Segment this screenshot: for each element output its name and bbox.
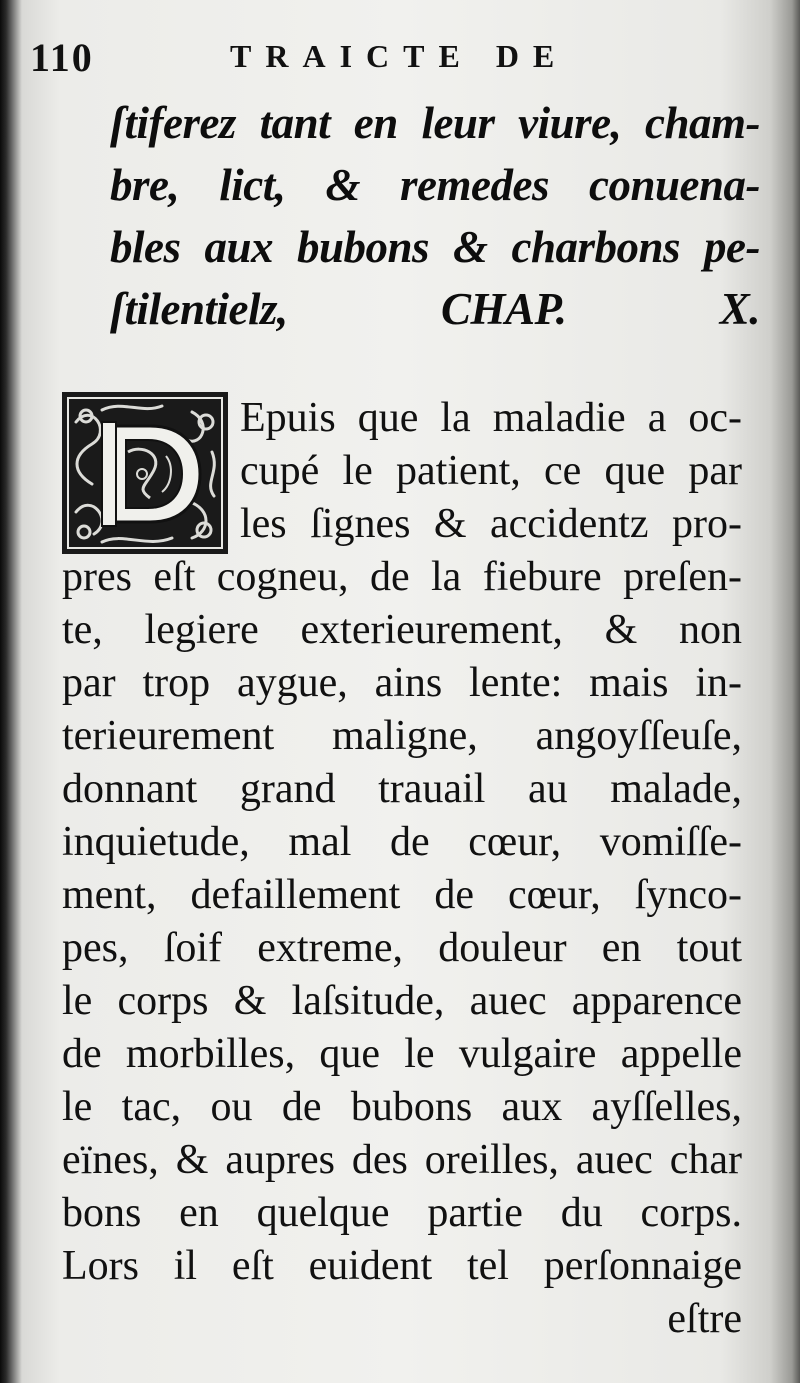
chapter-title-line: ſtiferez tant en leur viure, cham- [110,98,760,148]
text-line: pes, ſoif extreme, douleur en tout [62,925,742,971]
text-line: le tac, ou de bubons aux ayſſelles, [62,1084,742,1130]
text-line: bons en quelque partie du corps. [62,1190,742,1236]
text-line: les ſignes & accidentz pro- [240,501,742,547]
chapter-title-line: bre, lict, & remedes conuena- [110,160,760,210]
text-line: Lors il eſt euident tel perſonnaige [62,1243,742,1289]
page-header [30,34,750,84]
running-title: TRAICTE DE [230,38,569,74]
text-line: le corps & laſsitude, auec apparence [62,978,742,1024]
chapter-title [110,92,760,340]
text-line: cupé le patient, ce que par [240,448,742,494]
chapter-title-line: bles aux bubons & charbons pe- [110,222,760,272]
text-line: te, legiere exterieurement, & non [62,607,742,653]
body-text [62,392,742,1346]
chapter-title-line: ſtilentielz, CHAP. X. [110,284,760,334]
page-number: 110 [30,35,94,80]
text-line: inquietude, mal de cœur, vomiſſe- [62,819,742,865]
text-line: terieurement maligne, angoyſſeuſe, [62,713,742,759]
text-line: donnant grand trauail au malade, [62,766,742,812]
text-line: pres eſt cogneu, de la fiebure preſen- [62,554,742,600]
text-line: Epuis que la maladie a oc- [240,395,742,441]
text-line: eïnes, & aupres des oreilles, auec char [62,1137,742,1183]
catchword: eſtre [667,1296,742,1342]
text-line: de morbilles, que le vulgaire appelle [62,1031,742,1077]
text-line: par trop aygue, ains lente: mais in- [62,660,742,706]
text-line: ment, defaillement de cœur, ſynco- [62,872,742,918]
